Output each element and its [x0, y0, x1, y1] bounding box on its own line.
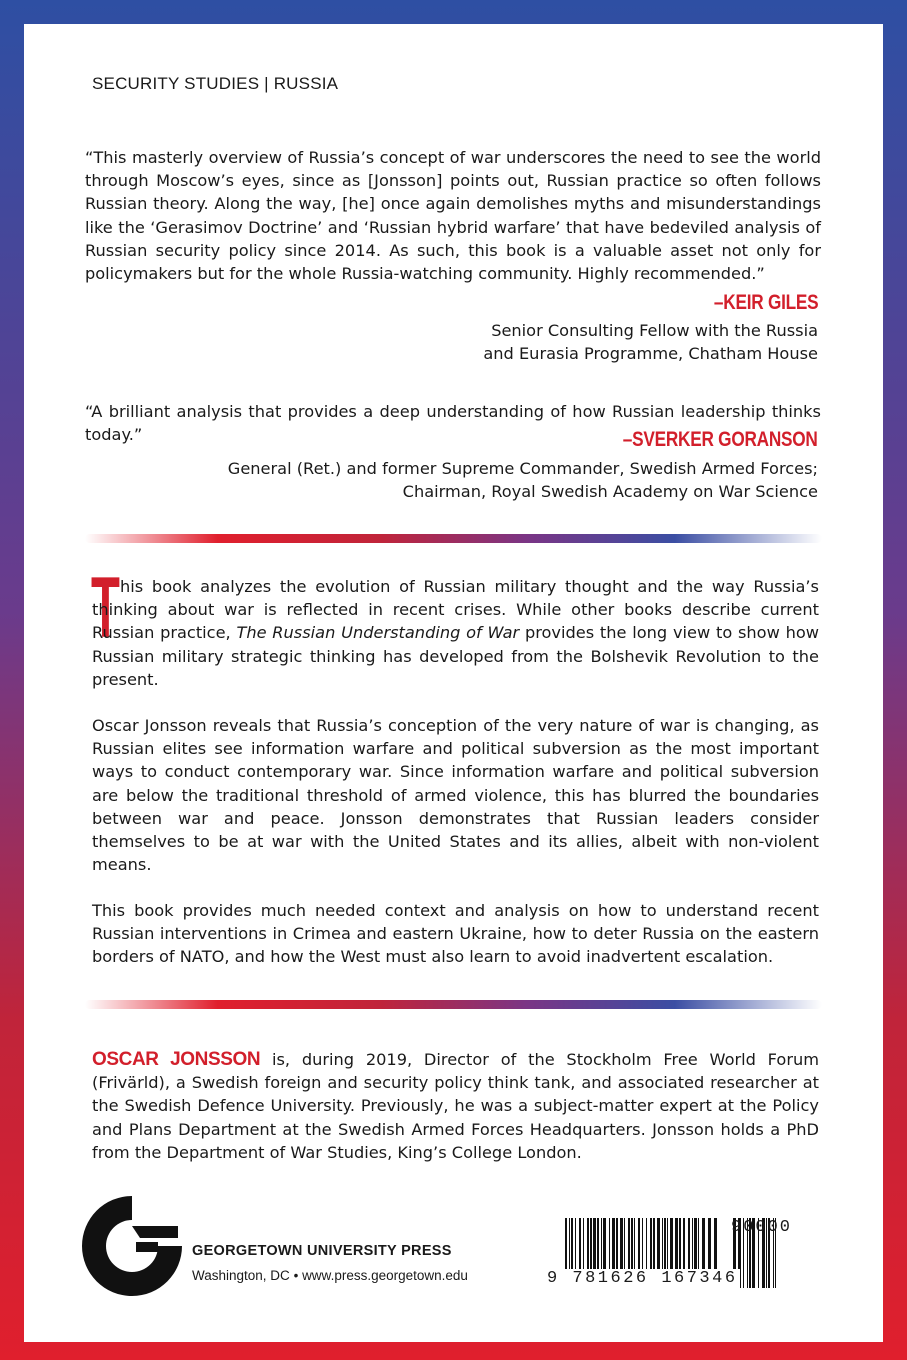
author-bio-text: is, during 2019, Director of the Stockholm Free World Forum (Frivärld), a Swedish foreign and security policy think tank, and associated researcher at the Swedish Defence University. Previously, he was a subject-matter expert at the Policy and Plans Department at the Swedish Armed Forces Headquarters. Jonsson holds a PhD from the Department of War Studies, King’s College London.: [92, 1050, 820, 1162]
barcode-bar: [667, 1218, 668, 1274]
barcode-bar: [612, 1218, 615, 1274]
barcode-bar: [708, 1218, 711, 1274]
barcode-bar: [638, 1218, 640, 1274]
barcode-bar: [579, 1218, 581, 1274]
praise-title-2: [228, 457, 818, 503]
description-p1-end: provides the long view to show how Russian military strategic thinking has developed from the Bolshevik Revolution to the present.: [92, 623, 819, 689]
praise-title-2-line-1: General (Ret.) and former Supreme Commander, Swedish Armed Forces;: [227, 459, 818, 478]
barcode-bar: [670, 1218, 673, 1274]
praise-title-1: [483, 319, 818, 365]
barcode-bar: [597, 1218, 599, 1274]
barcode-bar: [620, 1218, 623, 1274]
barcode-main-bars: [565, 1218, 717, 1274]
barcode-bar: [675, 1218, 678, 1274]
description-paragraph-3: This book provides much needed context and analysis on how to understand recent Russian interventions in Crimea and eastern Ukraine, how to deter Russia on the eastern borders of NATO, and how the West must also learn to avoid inadvertent escalation.: [92, 901, 819, 967]
barcode-bar: [587, 1218, 589, 1274]
barcode-bar: [583, 1218, 584, 1274]
praise-title-2-line-2: Chairman, Royal Swedish Academy on War Science: [402, 482, 818, 502]
barcode-bar: [565, 1218, 567, 1274]
description-paragraph-1: [92, 575, 819, 691]
description-paragraph-2: Oscar Jonsson reveals that Russia’s conception of the very nature of war is changing, as Russian elites see information warfare and political subversion as the most important ways to conduct contemporary war. Since information warfare and political subversion are below the traditional threshold of armed violence, this has blurred the boundaries between war and peace. Jonsson demonstrates that Russian leaders consider themselves to be at war with the United States and its allies, albeit with non-violent means.: [92, 716, 819, 875]
author-bio: [92, 1048, 819, 1164]
publisher-name: GEORGETOWN UNIVERSITY PRESS: [192, 1243, 452, 1259]
drop-cap: T: [91, 560, 120, 656]
praise-quote-2: “A brilliant analysis that provides a deep understanding of how Russian leadership thinks today.”: [85, 402, 821, 445]
publisher-website-link[interactable]: www.press.georgetown.edu: [302, 1268, 468, 1283]
section-divider-2: [85, 1000, 822, 1009]
barcode-bar: [571, 1218, 573, 1274]
publisher-location: Washington, DC: [192, 1268, 290, 1283]
category-label: SECURITY STUDIES | RUSSIA: [92, 74, 339, 93]
barcode-bar: [683, 1218, 685, 1274]
barcode-bar: [609, 1218, 610, 1274]
georgetown-g-logo-icon: [78, 1192, 186, 1300]
description-p1-text: his book analyzes the evolution of Russian military thought and the way Russia’s thinking about war is reflected in recent crises. While other books describe current Russian practice,: [92, 577, 819, 643]
bullet-separator: •: [293, 1268, 299, 1283]
isbn-digits: 9 781626 167346: [547, 1269, 738, 1288]
barcode-bar: [714, 1218, 717, 1274]
section-divider-1: [85, 534, 822, 543]
barcode-bar: [642, 1218, 643, 1274]
barcode-bar: [679, 1218, 681, 1274]
barcode-bar: [688, 1218, 690, 1274]
barcode-bar: [664, 1218, 666, 1274]
barcode-bar: [631, 1218, 633, 1274]
barcode-bar: [646, 1218, 647, 1274]
barcode-bar: [601, 1218, 602, 1274]
praise-title-1-line-2: and Eurasia Programme, Chatham House: [483, 344, 818, 364]
barcode-bar: [603, 1218, 606, 1274]
barcode-bar: [653, 1218, 655, 1274]
price-code: 90000: [731, 1218, 793, 1237]
barcode-bar: [702, 1218, 705, 1274]
praise-name-1: –KEIR GILES: [713, 291, 818, 314]
barcode-bar: [628, 1218, 630, 1274]
publisher-info: [192, 1268, 468, 1283]
praise-title-1-line-1: Senior Consulting Fellow with the Russia: [491, 321, 818, 340]
barcode-bar: [593, 1218, 596, 1274]
barcode-bar: [692, 1218, 693, 1274]
barcode-bar: [616, 1218, 618, 1274]
barcode-bar: [662, 1218, 663, 1274]
barcode-bar: [650, 1218, 652, 1274]
barcode-bar: [634, 1218, 635, 1274]
praise-quote-1: “This masterly overview of Russia’s concept of war underscores the need to see the world through Moscow’s eyes, since as [Jonsson] points out, Russian practice so often follows Russian theory. Along the way, [he] once again demolishes myths and misunderstandings like the ‘Gerasimov Doctrine’ and ‘Russian hybrid warfare’ that have bedeviled analysis of Russian security policy since 2014. As such, this book is a valuable asset not only for policymakers but for the whole Russia-watching community. Highly recommended.”: [85, 148, 821, 284]
barcode-bar: [694, 1218, 697, 1274]
barcode-bar: [698, 1218, 699, 1274]
author-name: OSCAR JONSSON: [92, 1049, 261, 1070]
barcode-bar: [569, 1218, 570, 1274]
barcode-bar: [575, 1218, 576, 1274]
book-title-italic: The Russian Understanding of War: [236, 623, 520, 643]
barcode-bar: [590, 1218, 592, 1274]
barcode-bar: [657, 1218, 660, 1274]
praise-name-2: –SVERKER GORANSON: [623, 428, 818, 451]
barcode-bar: [624, 1218, 625, 1274]
